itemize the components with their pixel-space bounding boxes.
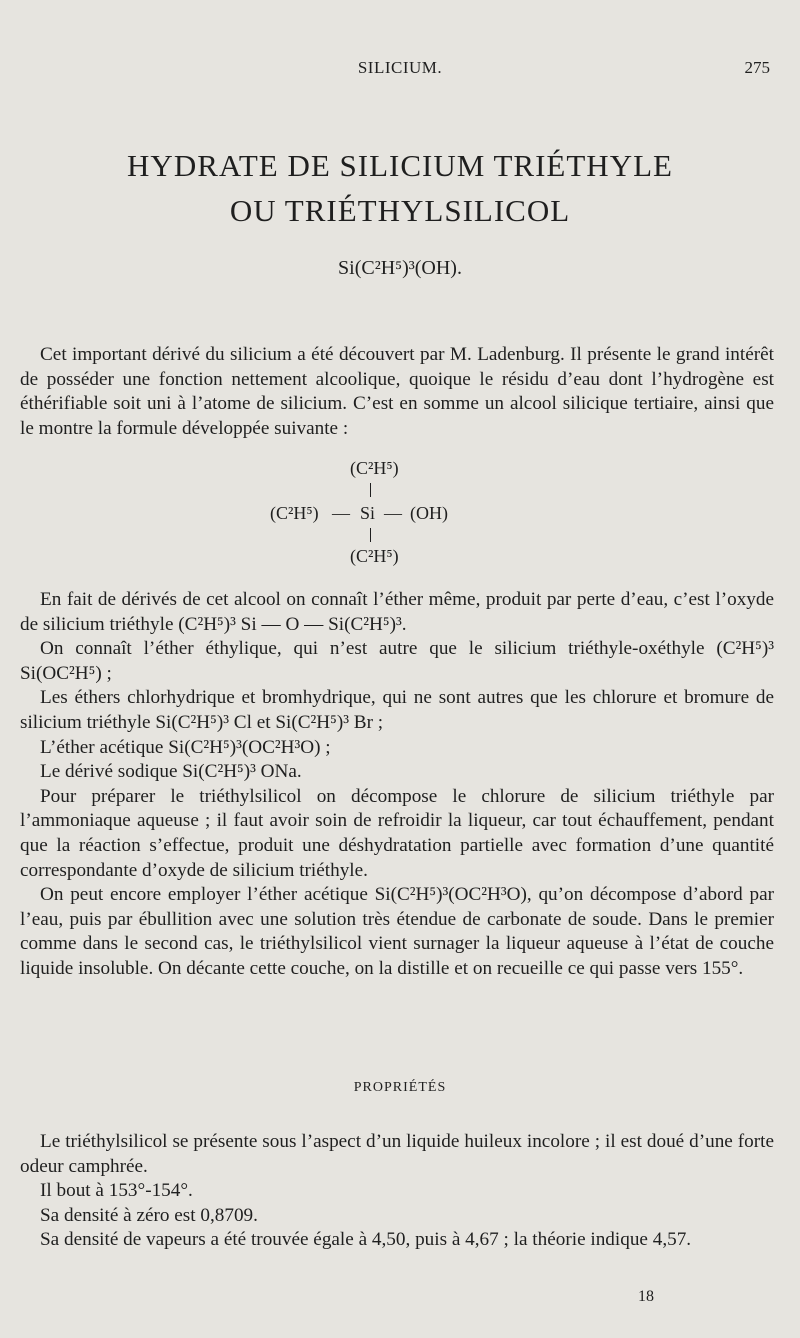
- paragraph: Il bout à 153°-154°.: [40, 1180, 193, 1202]
- intro-paragraph: [20, 343, 774, 441]
- paragraph: Sa densité de vapeurs a été trouvée égale à 4,50, puis à 4,67 ; la théorie indique 4,57.: [40, 1229, 692, 1251]
- running-title: SILICIUM.: [357, 58, 443, 77]
- paragraph: Sa densité à zéro est 0,8709.: [40, 1204, 258, 1226]
- signature-mark: 18: [638, 1288, 654, 1305]
- structure-top-group: (C²H⁵): [350, 458, 399, 478]
- chapter-title-line-2: OU TRIÉTHYLSILICOL: [229, 193, 571, 228]
- chapter-title-line-1: HYDRATE DE SILICIUM TRIÉTHYLE: [127, 148, 673, 183]
- structure-left-group: (C²H⁵): [270, 503, 319, 523]
- structure-right-group: (OH): [410, 503, 448, 523]
- bond-bottom: [370, 528, 371, 542]
- body-text: [20, 588, 774, 982]
- structure-center-atom: Si: [360, 503, 376, 523]
- paragraph: Les éthers chlorhydrique et bromhydrique, qui ne sont autres que les chlorure et bromure de silicium triéthyle Si(C²H⁵)³ Cl et Si(C²H⁵)³ Br ;: [20, 687, 774, 733]
- section-heading: PROPRIÉTÉS: [353, 1080, 447, 1095]
- structural-formula: [270, 458, 490, 572]
- running-head: [0, 58, 800, 82]
- chapter-title: [0, 143, 800, 233]
- molecular-formula: Si(C²H⁵)³(OH).: [338, 257, 462, 279]
- page-number: 275: [744, 58, 770, 77]
- paragraph: Le triéthylsilicol se présente sous l’aspect d’un liquide huileux incolore ; il est doué d’une forte odeur camphrée.: [20, 1131, 774, 1177]
- paragraph: Cet important dérivé du silicium a été découvert par M. Ladenburg. Il présente le grand intérêt de posséder une fonction nettement alcoolique, quoique le résidu d’eau dont l’hydrogène est éthérifiable soit uni à l’atome de silicium. C’est en somme un alcool silicique tertiaire, ainsi que le montre la formule développée suivante :: [20, 344, 774, 439]
- bond-left: —: [332, 503, 350, 523]
- paragraph: Le dérivé sodique Si(C²H⁵)³ ONa.: [40, 761, 302, 783]
- paragraph: Pour préparer le triéthylsilicol on décompose le chlorure de silicium triéthyle par l’ammoniaque aqueuse ; il faut avoir soin de refroidir la liqueur, car tout échauffement, pendant que la réaction s’effectue, produit une déshydratation partielle avec formation d’une quantité correspondante d’oxyde de silicium triéthyle.: [20, 785, 774, 881]
- paragraph: On peut encore employer l’éther acétique Si(C²H⁵)³(OC²H³O), qu’on décompose d’abord par l’eau, puis par ébullition avec une solution très étendue de carbonate de soude. Dans le premier comme dans le second cas, le triéthylsilicol vient surnager la liqueur aqueuse à l’état de couche liquide insoluble. On décante cette couche, on la distille et on recueille ce qui passe vers 155°.: [20, 884, 774, 979]
- structure-bottom-group: (C²H⁵): [350, 546, 399, 566]
- paragraph: L’éther acétique Si(C²H⁵)³(OC²H³O) ;: [40, 736, 331, 758]
- properties-text: [20, 1130, 774, 1253]
- bond-right: —: [384, 503, 402, 523]
- bond-top: [370, 483, 371, 497]
- paragraph: On connaît l’éther éthylique, qui n’est autre que le silicium triéthyle-oxéthyle (C²H⁵)³ Si(OC²H⁵) ;: [20, 638, 774, 684]
- paragraph: En fait de dérivés de cet alcool on connaît l’éther même, produit par perte d’eau, c’est l’oxyde de silicium triéthyle (C²H⁵)³ Si — O — Si(C²H⁵)³.: [20, 589, 774, 635]
